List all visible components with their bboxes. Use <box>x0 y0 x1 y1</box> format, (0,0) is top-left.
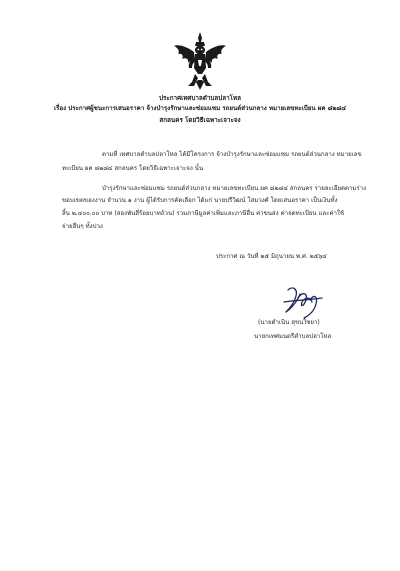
paragraph-2-line-2: ขอบเขตของงาน จำนวน ๑ งาน ผู้ได้รับการคัดเลือก ได้แก่ นายปรีวิฒน์ โสมวงศ์ โดยเสนอราคา เป็นเงินทั้ง <box>62 197 338 204</box>
garuda-emblem-icon <box>172 30 228 92</box>
subject-line: เรื่อง ประกาศผู้ชนะการเสนอราคา จ้างบำรุงรักษาและซ่อมแซม รถยนต์ส่วนกลาง หมายเลขทะเบียน ผค ๘๒๘๔ <box>53 105 347 112</box>
paragraph-1-line-1: ตามที่ เทศบาลตำบลปลาโหล ได้มีโครงการ จ้างบำรุงรักษาและซ่อมแซม รถยนต์ส่วนกลาง หมายเลข <box>102 151 362 158</box>
paragraph-1-line-2: ทะเบียน ผค ๘๒๘๔ สกลนคร โดยวิธีเฉพาะเจาะจง นั้น <box>62 165 204 172</box>
signer-title: นายกเทศมนตรีตำบลปลาโหล <box>254 333 332 340</box>
method-line: สกลนคร โดยวิธีเฉพาะเจาะจง <box>159 117 241 124</box>
paragraph-2-line-1: บำรุงรักษาและซ่อมแซม รถยนต์ส่วนกลาง หมายเลขทะเบียน ผค ๘๒๘๔ สกลนคร รายละเอียดตามร่าง <box>102 185 367 192</box>
handwritten-signature-icon <box>278 282 328 320</box>
paragraph-2-line-3: สิ้น ๒,๔๐๐.๐๐ บาท (สองพันสี่ร้อยบาทถ้วน) รวมภาษีมูลค่าเพิ่มและภาษีอื่น ค่าขนส่ง ค่าจดทะเบียน และค่าใช้ <box>62 210 345 217</box>
signer-name: (นายดำเนิน สุขนใชยา) <box>258 319 320 326</box>
announcement-date: ประกาศ ณ วันที่ ๒๕ มิถุนายน พ.ศ. ๒๕๖๔ <box>216 253 327 260</box>
paragraph-2-line-4: จ่ายอื่นๆ ทั้งปวง <box>62 223 103 230</box>
org-title: ประกาศเทศบาลตำบลปลาโหล <box>158 95 242 102</box>
